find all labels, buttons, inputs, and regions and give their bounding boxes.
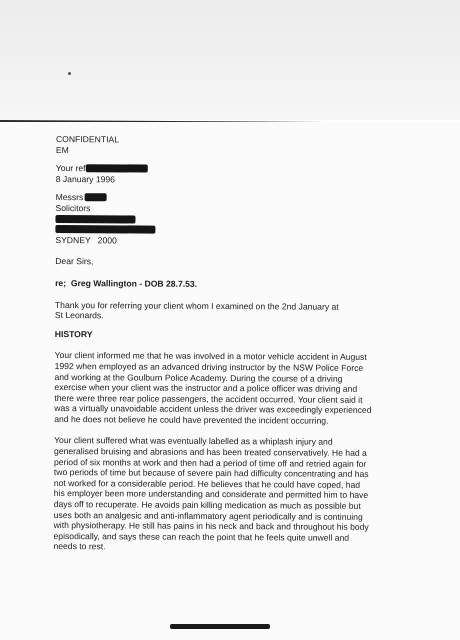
scanner-background bbox=[0, 0, 460, 120]
paragraph-line: Your client informed me that he was involved in a motor vehicle accident in August bbox=[54, 350, 367, 363]
paragraph-line: was a virtually unavoidable accident unless the driver was exceedingly experienced bbox=[54, 403, 372, 416]
salutation: Dear Sirs, bbox=[55, 256, 94, 267]
paragraph-line: 1992 when employed as an advanced driving instructor by the NSW Police Force bbox=[54, 360, 364, 373]
paragraph-line: uses both an analgesic and anti-inflammatory agent periodically and is continuing bbox=[53, 509, 363, 522]
paragraph-line: with physiotherapy. He still has pains in his neck and back and throughout his body bbox=[53, 520, 369, 533]
solicitors-label: Solicitors bbox=[55, 202, 91, 214]
paragraph-line: period of six months at work and then had a period of time off and retried again for bbox=[53, 456, 367, 469]
confidential-label: CONFIDENTIAL bbox=[55, 134, 120, 145]
redacted-firm-name bbox=[84, 194, 106, 202]
history-paragraph-1 bbox=[54, 350, 426, 426]
city-postcode: SYDNEY 2000 bbox=[55, 234, 117, 246]
redacted-footer bbox=[170, 624, 270, 629]
paragraph-line: generalised bruising and abrasions and has been treated conservatively. He had a bbox=[54, 446, 367, 458]
paragraph-line: not worked for a considerable period. He believes that he could have coped, had bbox=[53, 477, 361, 490]
paragraph-line: needs to rest. bbox=[53, 541, 106, 552]
intro-line: Thank you for referring your client whom I examined on the 2nd January at bbox=[54, 299, 339, 312]
paragraph-line: episodically, and says these can reach the point that he feels quite unwell and bbox=[53, 530, 350, 543]
re-prefix: re; bbox=[55, 277, 67, 289]
intro-paragraph bbox=[55, 300, 427, 323]
paragraph-line: exercise when your client was the instructor and a police officer was driving and bbox=[54, 382, 358, 394]
letter-date: 8 January 1996 bbox=[55, 173, 116, 185]
paragraph-line: and he does not believe he could have prevented the incident occurring. bbox=[54, 413, 329, 426]
paragraph-line: there were three rear police passengers, the accident occurred. Your client said it bbox=[54, 392, 363, 405]
redacted-address-2 bbox=[55, 225, 155, 234]
intro-line: St Leonards. bbox=[54, 310, 104, 321]
paragraph-line: two periods of time but because of severe pain had difficulty concentrating and has bbox=[53, 467, 369, 480]
paragraph-line: Your client suffered what was eventually labelled as a whiplash injury and bbox=[54, 435, 333, 448]
paragraph-line: days off to recuperate. He avoids pain killing medication as much as possible but bbox=[53, 499, 361, 511]
history-paragraph-2 bbox=[53, 435, 426, 554]
your-ref-label: Your ref bbox=[55, 163, 86, 174]
redacted-address-1 bbox=[55, 215, 135, 223]
re-subject: Greg Wallington - DOB 28.7.53. bbox=[70, 278, 198, 289]
author-initials: EM bbox=[55, 144, 69, 155]
letter-body bbox=[53, 134, 428, 554]
messrs-label: Messrs bbox=[55, 192, 84, 203]
redacted-reference bbox=[86, 164, 148, 172]
paragraph-line: and working at the Goulburn Police Academy. During the course of a driving bbox=[54, 371, 343, 384]
paragraph-line: his employer been more understanding and considerate and permitted him to have bbox=[53, 488, 369, 501]
history-heading: HISTORY bbox=[54, 328, 93, 339]
